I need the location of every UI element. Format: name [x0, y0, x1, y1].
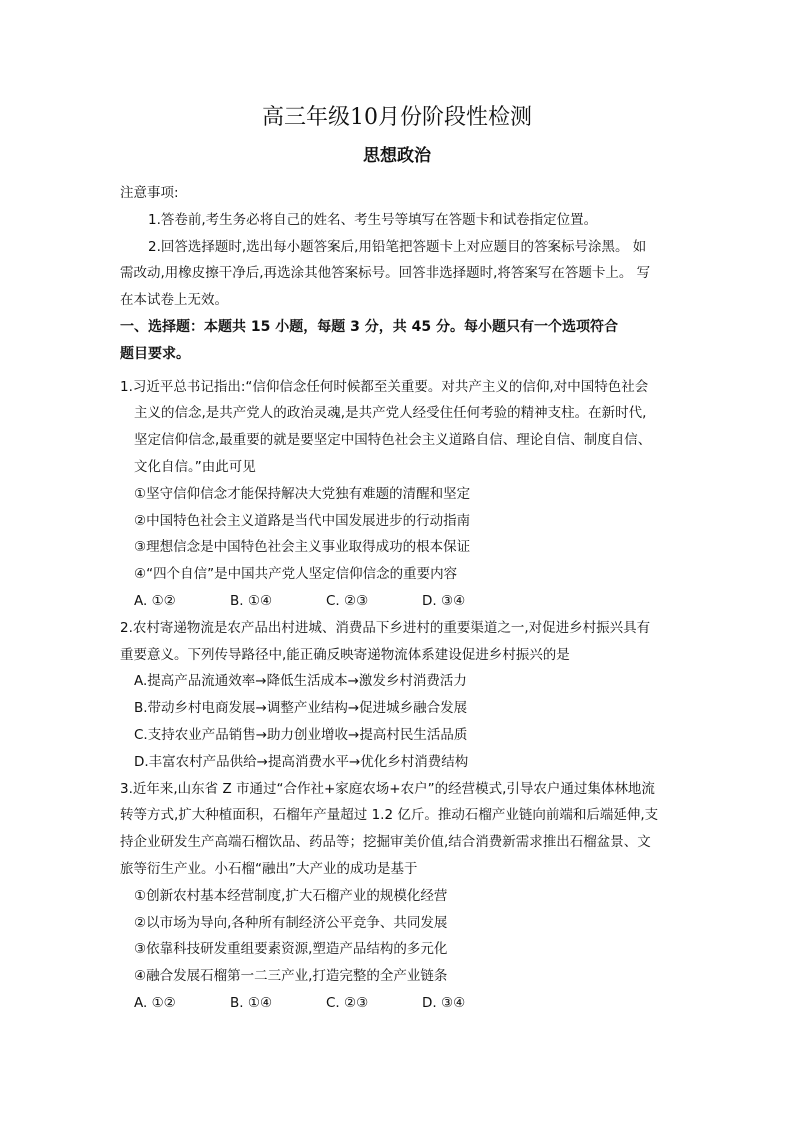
question-1-statement-3: ③理想信念是中国特色社会主义事业取得成功的根本保证 [134, 539, 471, 556]
question-3-statement-2: ②以市场为导向,各种所有制经济公平竞争、共同发展 [134, 914, 448, 931]
question-2-stem-line-1: 2.农村寄递物流是农产品出村进城、消费品下乡进村的重要渠道之一,对促进乡村振兴具有 [120, 619, 651, 636]
question-1-choice-b: B. ①④ [230, 592, 273, 609]
question-1-stem-line-1: 1.习近平总书记指出:“信仰信念任何时候都至关重要。对共产主义的信仰,对中国特色社会 [120, 378, 649, 395]
question-1-statement-4: ④“四个自信”是中国共产党人坚定信仰信念的重要内容 [134, 566, 458, 583]
exam-body [120, 180, 676, 1017]
question-3-statement-1: ①创新农村基本经营制度,扩大石榴产业的规模化经营 [134, 887, 448, 904]
question-1-choices [120, 588, 676, 615]
question-2 [120, 615, 676, 776]
question-1 [120, 374, 676, 615]
notice-heading: 注意事项: [120, 185, 179, 201]
question-3-choice-a: A. ①② [134, 994, 176, 1011]
question-2-choice-c: C.支持农业产品销售→助力创业增收→提高村民生活品质 [134, 726, 468, 743]
question-3-stem-line-4: 旅等衍生产业。小石榴“融出”大产业的成功是基于 [120, 860, 418, 877]
question-3-stem-line-3: 持企业研发生产高端石榴饮品、药品等；挖掘审美价值,结合消费新需求推出石榴盆景、文 [120, 834, 651, 851]
question-1-choice-a: A. ①② [134, 592, 176, 609]
question-2-choice-a: A.提高产品流通效率→降低生活成本→激发乡村消费活力 [134, 673, 467, 690]
question-3-choices [120, 990, 676, 1017]
question-3-statement-3: ③依靠科技研发重组要素资源,塑造产品结构的多元化 [134, 941, 448, 958]
question-1-choice-d: D. ③④ [422, 592, 466, 609]
question-3-stem-line-1: 3.近年来,山东省 Z 市通过“合作社+家庭农场+农户”的经营模式,引导农户通过集体林地流 [120, 780, 655, 797]
notice-item-2-line-2: 需改动,用橡皮擦干净后,再选涂其他答案标号。回答非选择题时,将答案写在答题卡上。 写 [120, 265, 651, 282]
question-3-choice-c: C. ②③ [326, 994, 369, 1011]
notice-item-1: 1.答卷前,考生务必将自己的姓名、考生号等填写在答题卡和试卷指定位置。 [148, 211, 598, 228]
question-1-stem-line-3: 坚定信仰信念,最重要的就是要坚定中国特色社会主义道路自信、理论自信、制度自信、 [134, 432, 652, 449]
subject-title: 思想政治 [363, 146, 431, 166]
question-3-choice-d: D. ③④ [422, 994, 466, 1011]
question-1-choice-c: C. ②③ [326, 592, 369, 609]
question-2-stem-line-2: 重要意义。下列传导路径中,能正确反映寄递物流体系建设促进乡村振兴的是 [120, 646, 570, 663]
question-3-stem-line-2: 转等方式,扩大种植面积，石榴年产量超过 1.2 亿斤。推动石榴产业链向前端和后端延伸,支 [120, 807, 659, 824]
question-2-choice-d: D.丰富农村产品供给→提高消费水平→优化乡村消费结构 [134, 753, 469, 770]
notice-item-2-line-1: 2.回答选择题时,选出每小题答案后,用铅笔把答题卡上对应题目的答案标号涂黑。 如 [148, 238, 647, 255]
question-1-stem-line-4: 文化自信。”由此可见 [134, 458, 256, 475]
question-1-statement-2: ②中国特色社会主义道路是当代中国发展进步的行动指南 [134, 512, 471, 529]
section-heading-line-2: 题目要求。 [120, 345, 190, 362]
question-3-statement-4: ④融合发展石榴第一二三产业,打造完整的全产业链条 [134, 968, 448, 985]
page-title: 高三年级10月份阶段性检测 [262, 105, 532, 130]
section-heading-line-1: 一、选择题：本题共 15 小题，每题 3 分，共 45 分。每小题只有一个选项符合 [120, 318, 618, 335]
question-3 [120, 776, 676, 1017]
question-3-choice-b: B. ①④ [230, 994, 273, 1011]
question-2-choice-b: B.带动乡村电商发展→调整产业结构→促进城乡融合发展 [134, 700, 468, 717]
question-1-stem-line-2: 主义的信念,是共产党人的政治灵魂,是共产党人经受住任何考验的精神支柱。在新时代, [134, 405, 647, 422]
question-1-statement-1: ①坚守信仰信念才能保持解决大党独有难题的清醒和坚定 [134, 485, 471, 502]
notice-item-2-line-3: 在本试卷上无效。 [120, 292, 228, 309]
